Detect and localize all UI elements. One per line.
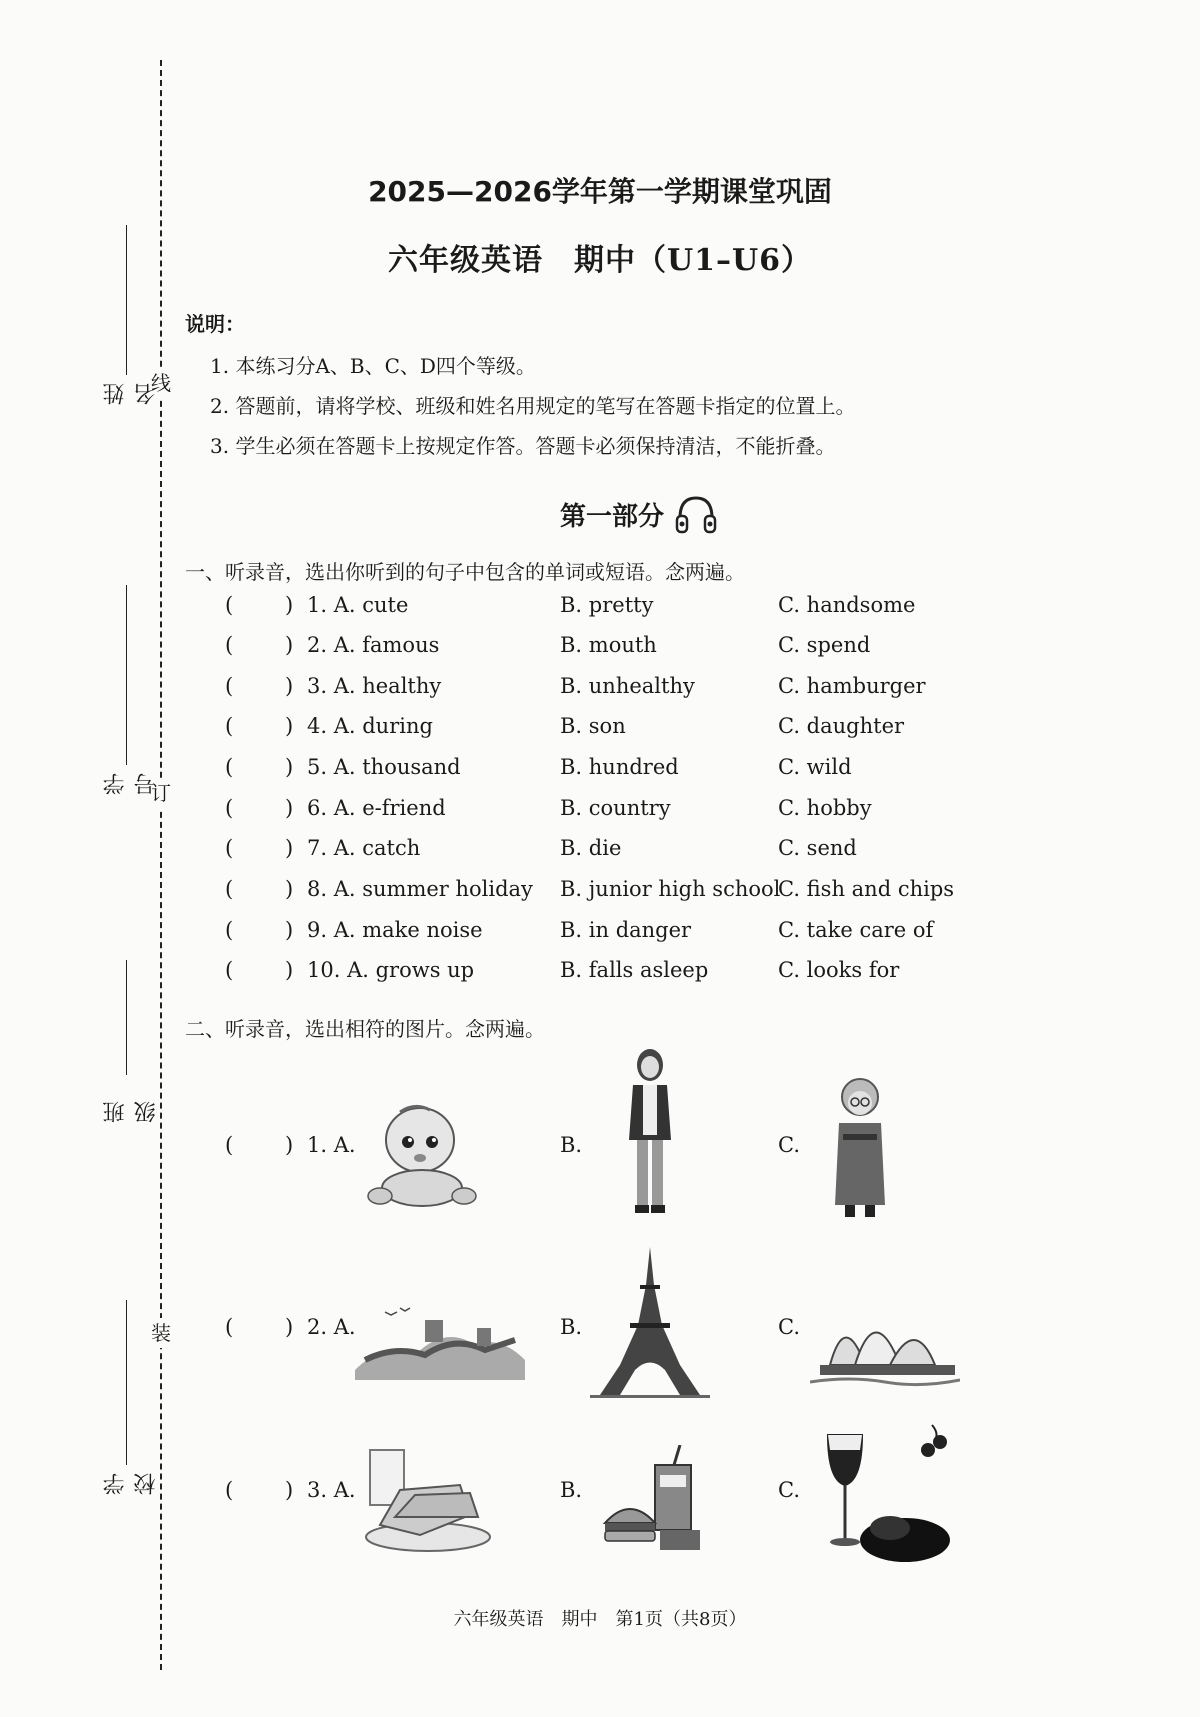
option-a: 3. A. healthy [307,674,442,698]
question-row [225,755,985,791]
school-underline [126,1300,127,1465]
option-b: B. falls asleep [560,958,709,982]
page-footer: 六年级英语 期中 第1页（共8页） [453,1609,747,1630]
answer-blank-close[interactable]: ) [285,1133,294,1157]
option-c: C. spend [778,633,871,657]
option-c: C. send [778,836,857,860]
baby-image [360,1100,480,1215]
notes-heading: 说明： [185,312,245,336]
option-a-label: 2. A. [307,1315,356,1339]
option-a: 9. A. make noise [307,918,483,942]
note-item: 1. 本练习分A、B、C、D四个等级。 [210,354,536,378]
answer-blank-close[interactable]: ) [285,633,294,657]
option-a: 7. A. catch [307,836,421,860]
option-b: B. die [560,836,622,860]
great-wall-image [355,1300,525,1380]
answer-blank-close[interactable]: ) [285,714,294,738]
answer-blank-close[interactable]: ) [285,674,294,698]
option-a-label: 1. A. [307,1133,356,1157]
part-one-heading [560,492,718,536]
young-woman-image [615,1045,685,1220]
option-a: 5. A. thousand [307,755,461,779]
option-b: B. pretty [560,593,654,617]
note-item: 2. 答题前，请将学校、班级和姓名用规定的笔写在答题卡指定的位置上。 [210,394,856,418]
sydney-opera-house-image [810,1290,960,1390]
option-b-label: B. [560,1315,583,1339]
option-b: B. in danger [560,918,692,942]
section-one-heading: 一、听录音，选出你听到的句子中包含的单词或短语。念两遍。 [185,560,745,584]
school-label: 学校 [103,1473,159,1495]
option-b: B. mouth [560,633,657,657]
option-c-label: C. [778,1315,800,1339]
burger-and-drink-image [600,1445,710,1555]
paren-open: ( [225,796,234,820]
option-b: B. junior high school [560,877,781,901]
paren-open: ( [225,755,234,779]
answer-blank-close[interactable]: ) [285,1315,294,1339]
paren-open: ( [225,674,234,698]
option-a-label: 3. A. [307,1478,356,1502]
option-c-label: C. [778,1133,800,1157]
option-b-label: B. [560,1478,583,1502]
student-id-label: 学号 [103,773,159,795]
answer-blank-close[interactable]: ) [285,755,294,779]
option-c: C. take care of [778,918,934,942]
option-a: 4. A. during [307,714,433,738]
answer-blank-close[interactable]: ) [285,958,294,982]
note-item: 3. 学生必须在答题卡上按规定作答。答题卡必须保持清洁，不能折叠。 [210,434,836,458]
answer-blank-close[interactable]: ) [285,796,294,820]
answer-blank-close[interactable]: ) [285,877,294,901]
option-c: C. fish and chips [778,877,955,901]
answer-blank-close[interactable]: ) [285,836,294,860]
option-c: C. hobby [778,796,872,820]
answer-blank-close[interactable]: ) [285,918,294,942]
binding-dashed-line [160,60,162,1670]
name-label: 姓名 [103,383,159,405]
question-row [225,796,985,832]
answer-blank-close[interactable]: ) [285,593,294,617]
exam-title: 2025—2026学年第一学期课堂巩固 [368,175,832,208]
question-row [225,836,985,872]
paren-open: ( [225,958,234,982]
section-two-heading: 二、听录音，选出相符的图片。念两遍。 [185,1017,545,1041]
binding-char-xian: 线 [146,368,176,398]
student-id-underline [126,585,127,765]
option-b-label: B. [560,1133,583,1157]
question-row [225,714,985,750]
answer-blank-close[interactable]: ) [285,1478,294,1502]
option-c-label: C. [778,1478,800,1502]
paren-open: ( [225,633,234,657]
paren-open: ( [225,593,234,617]
paren-open: ( [225,836,234,860]
option-c: C. daughter [778,714,905,738]
picture-question-row [225,1420,985,1580]
option-b: B. country [560,796,671,820]
option-a: 10. A. grows up [307,958,475,982]
paren-open: ( [225,714,234,738]
option-a: 2. A. famous [307,633,440,657]
option-b: B. unhealthy [560,674,695,698]
binding-char-ding: 订 [146,778,176,808]
grandmother-image [825,1075,895,1220]
question-row [225,593,985,629]
question-row [225,918,985,954]
binding-char-zhuang: 装 [146,1318,176,1348]
headphones-icon [674,492,718,536]
picture-question-row [225,1235,985,1395]
part-one-title: 第一部分 [560,501,665,532]
option-b: B. son [560,714,626,738]
option-c: C. hamburger [778,674,926,698]
question-row [225,877,985,913]
paren-open: ( [225,1315,234,1339]
class-underline [126,960,127,1075]
paren-open: ( [225,1133,234,1157]
paren-open: ( [225,1478,234,1502]
paren-open: ( [225,918,234,942]
class-label: 班级 [103,1101,159,1123]
option-a: 1. A. cute [307,593,409,617]
question-row [225,674,985,710]
paren-open: ( [225,877,234,901]
picture-question-row [225,1050,985,1210]
option-c: C. looks for [778,958,900,982]
question-row [225,958,985,994]
question-row [225,633,985,669]
eiffel-tower-image [590,1245,710,1400]
option-b: B. hundred [560,755,679,779]
option-a: 8. A. summer holiday [307,877,533,901]
option-a: 6. A. e-friend [307,796,446,820]
wine-and-food-image [820,1420,955,1570]
option-c: C. handsome [778,593,916,617]
option-c: C. wild [778,755,852,779]
bread-and-milk-image [360,1445,495,1555]
exam-subtitle: 六年级英语 期中（U1–U6） [387,243,813,278]
